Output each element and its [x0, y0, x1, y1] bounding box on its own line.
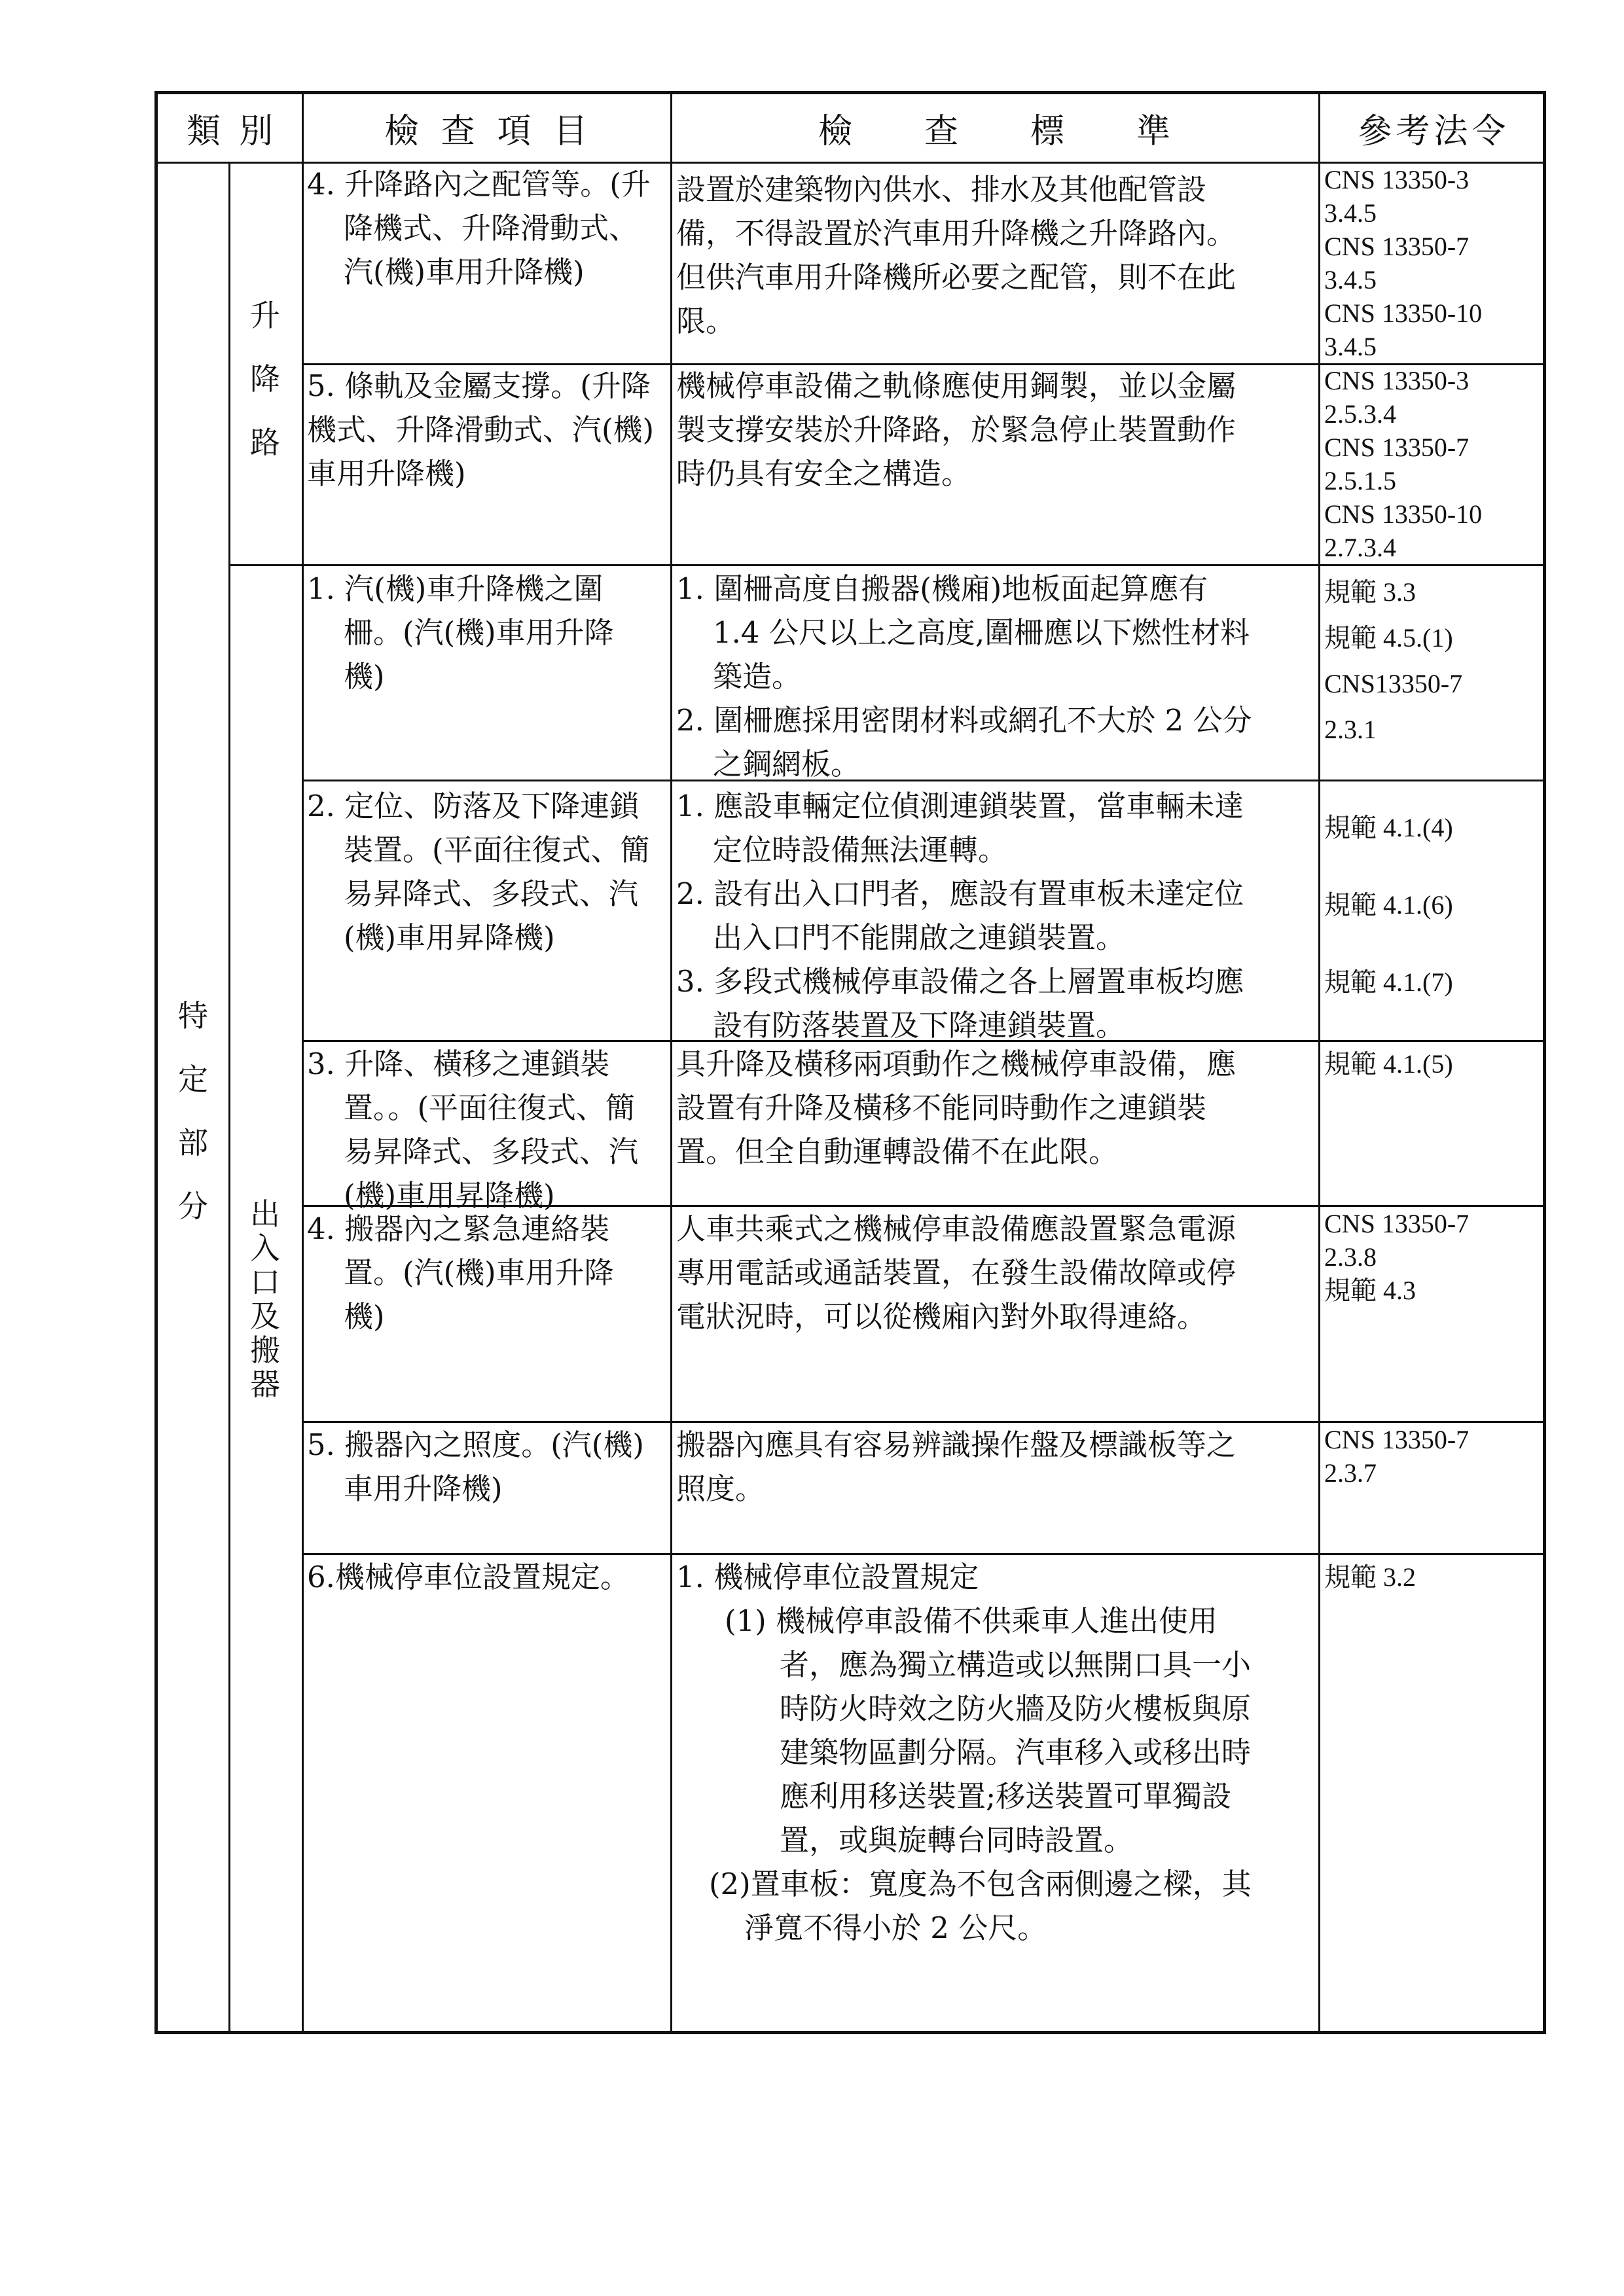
row-7-item [307, 1423, 644, 1511]
line: 置。。(平面往復式、簡 [344, 1090, 636, 1125]
line: 規範 4.1.(6) [1324, 890, 1453, 920]
line: (機)車用昇降機) [344, 920, 555, 955]
line: 機式、升降滑動式、汽(機) [307, 412, 655, 447]
line: 設有防落裝置及下降連鎖裝置。 [713, 1008, 1126, 1043]
row-4-item [307, 784, 650, 960]
line: 規範 4.1.(5) [1324, 1049, 1453, 1079]
category-main-text: 特 定 部 分 [178, 998, 208, 1224]
header-category: 類別 [186, 112, 291, 151]
line: 4. 升降路內之配管等。(升 [307, 167, 651, 202]
header-standard: 檢查標準 [818, 112, 1242, 151]
row-8-item [307, 1555, 630, 1599]
line: 機) [344, 1299, 385, 1334]
line: 規範 4.1.(4) [1324, 813, 1453, 842]
line: 時防火時效之防火牆及防火樓板與原 [780, 1691, 1252, 1726]
line: 規範 4.3 [1324, 1276, 1416, 1305]
line: 2.3.1 [1324, 715, 1377, 744]
row-3-standard [676, 567, 1252, 786]
line: CNS 13350-7 [1324, 433, 1470, 462]
line: 車用升降機) [344, 1471, 503, 1506]
row-6-standard [676, 1207, 1236, 1338]
row-2-item [307, 364, 654, 495]
category-hoistway [228, 284, 302, 475]
category-entrance-text: 出 入 口 及 搬 器 [250, 1196, 280, 1402]
line: 機) [344, 659, 385, 694]
row-7-law [1324, 1423, 1469, 1490]
line: 限。 [676, 304, 736, 338]
row-3-item [307, 567, 614, 698]
line: 機械停車設備之軌條應使用鋼製，並以金屬 [676, 368, 1236, 403]
line: 置。但全自動運轉設備不在此限。 [676, 1134, 1119, 1169]
line: 車用升降機) [307, 456, 466, 491]
category-main [158, 984, 228, 1238]
row-1-law [1324, 163, 1482, 363]
row-1-standard [676, 168, 1236, 343]
line: 6.機械停車位設置規定。 [307, 1560, 630, 1594]
line: 3. 多段式機械停車設備之各上層置車板均應 [676, 964, 1244, 999]
line: 但供汽車用升降機所必要之配管，則不在此 [676, 260, 1236, 295]
row-4-standard [676, 784, 1244, 1047]
line: 降機式、升降滑動式、 [344, 211, 639, 245]
inspection-table [154, 91, 1546, 2034]
line: 3.4.5 [1324, 198, 1377, 228]
line: 2.5.3.4 [1324, 399, 1396, 429]
line: 備，不得設置於汽車用升降機之升降路內。 [676, 216, 1236, 251]
line: 汽(機)車用升降機) [344, 255, 585, 289]
line: 規範 3.2 [1324, 1562, 1416, 1592]
line: 3.4.5 [1324, 265, 1377, 295]
line: 2. 定位、防落及下降連鎖 [307, 789, 640, 823]
line: 2.7.3.4 [1324, 533, 1396, 562]
row-2-law [1324, 364, 1482, 564]
line: (機)車用昇降機) [344, 1178, 555, 1213]
line: 3. 升降、橫移之連鎖裝 [307, 1047, 610, 1081]
line: CNS13350-7 [1324, 669, 1463, 698]
row-1-item [307, 162, 651, 294]
row-6-law [1324, 1207, 1469, 1307]
line: 置，或與旋轉台同時設置。 [780, 1823, 1134, 1857]
grid-line [670, 94, 672, 2031]
line: 2.3.8 [1324, 1242, 1377, 1272]
row-4-law [1324, 789, 1453, 1021]
line: 照度。 [676, 1471, 765, 1506]
grid-line [302, 94, 304, 2031]
line: 淨寬不得小於 2 公尺。 [744, 1910, 1047, 1945]
line: 之鋼網板。 [713, 747, 861, 781]
header-law: 參考法令 [1358, 112, 1510, 151]
line: 設置有升降及橫移不能同時動作之連鎖裝 [676, 1090, 1207, 1125]
line: 築造。 [713, 659, 802, 694]
line: 1. 機械停車位設置規定 [676, 1560, 979, 1594]
row-8-standard [676, 1555, 1252, 1950]
line: CNS 13350-3 [1324, 366, 1470, 395]
line: 人車共乘式之機械停車設備應設置緊急電源 [676, 1211, 1236, 1246]
line: 2. 設有出入口門者，應設有置車板未達定位 [676, 876, 1244, 911]
row-2-standard [676, 364, 1236, 495]
line: 規範 3.3 [1324, 577, 1416, 607]
line: 2. 圍柵應採用密閉材料或網孔不大於 2 公分 [676, 703, 1252, 738]
row-5-standard [676, 1042, 1236, 1174]
line: 2.5.1.5 [1324, 466, 1396, 495]
line: 應利用移送裝置;移送裝置可單獨設 [780, 1779, 1232, 1814]
header-item: 檢查項目 [384, 112, 610, 151]
row-8-law [1324, 1560, 1416, 1594]
line: CNS 13350-7 [1324, 232, 1470, 261]
line: 時仍具有安全之構造。 [676, 456, 971, 491]
line: CNS 13350-3 [1324, 165, 1470, 194]
row-7-standard [676, 1423, 1236, 1511]
line: 易昇降式、多段式、汽 [344, 1134, 639, 1169]
grid-line [228, 564, 1543, 566]
line: 易昇降式、多段式、汽 [344, 876, 639, 911]
line: 柵。(汽(機)車用升降 [344, 615, 614, 650]
line: 製支撐安裝於升降路，於緊急停止裝置動作 [676, 412, 1236, 447]
line: 設置於建築物內供水、排水及其他配管設 [676, 172, 1207, 207]
line: 裝置。(平面往復式、簡 [344, 833, 650, 867]
row-6-item [307, 1207, 614, 1338]
line: 搬器內應具有容易辨識操作盤及標識板等之 [676, 1427, 1236, 1462]
line: 電狀況時，可以從機廂內對外取得連絡。 [676, 1299, 1207, 1334]
line: 規範 4.1.(7) [1324, 967, 1453, 997]
line: CNS 13350-7 [1324, 1425, 1470, 1454]
line: 1. 應設車輛定位偵測連鎖裝置，當車輛未達 [676, 789, 1244, 823]
line: 4. 搬器內之緊急連絡裝 [307, 1211, 610, 1246]
row-3-law [1324, 569, 1462, 753]
line: (1) 機械停車設備不供乘車人進出使用 [725, 1604, 1218, 1638]
line: 3.4.5 [1324, 332, 1377, 361]
line: 者，應為獨立構造或以無開口具一小 [780, 1647, 1252, 1682]
line: 定位時設備無法運轉。 [713, 833, 1008, 867]
line: 1. 汽(機)車升降機之圍 [307, 571, 604, 606]
line: CNS 13350-10 [1324, 499, 1483, 529]
row-5-item [307, 1042, 638, 1217]
line: 出入口門不能開啟之連鎖裝置。 [713, 920, 1126, 955]
category-hoistway-text: 升 降 路 [250, 298, 280, 460]
line: 5. 條軌及金屬支撐。(升降 [307, 368, 651, 403]
row-5-law [1324, 1047, 1453, 1081]
category-entrance [228, 1197, 302, 1401]
line: CNS 13350-7 [1324, 1209, 1470, 1238]
line: 置。(汽(機)車用升降 [344, 1255, 614, 1290]
line: 1.4 公尺以上之高度,圍柵應以下燃性材料 [713, 615, 1250, 650]
line: 具升降及橫移兩項動作之機械停車設備，應 [676, 1047, 1236, 1081]
line: 專用電話或通話裝置，在發生設備故障或停 [676, 1255, 1236, 1290]
line: (2)置車板：寬度為不包含兩側邊之樑，其 [709, 1867, 1252, 1901]
line: 建築物區劃分隔。汽車移入或移出時 [780, 1735, 1252, 1770]
grid-line [1318, 94, 1320, 2031]
line: CNS 13350-10 [1324, 298, 1483, 328]
line: 2.3.7 [1324, 1458, 1377, 1488]
line: 5. 搬器內之照度。(汽(機) [307, 1427, 644, 1462]
line: 規範 4.5.(1) [1324, 623, 1453, 653]
line: 1. 圍柵高度自搬器(機廂)地板面起算應有 [676, 571, 1208, 606]
